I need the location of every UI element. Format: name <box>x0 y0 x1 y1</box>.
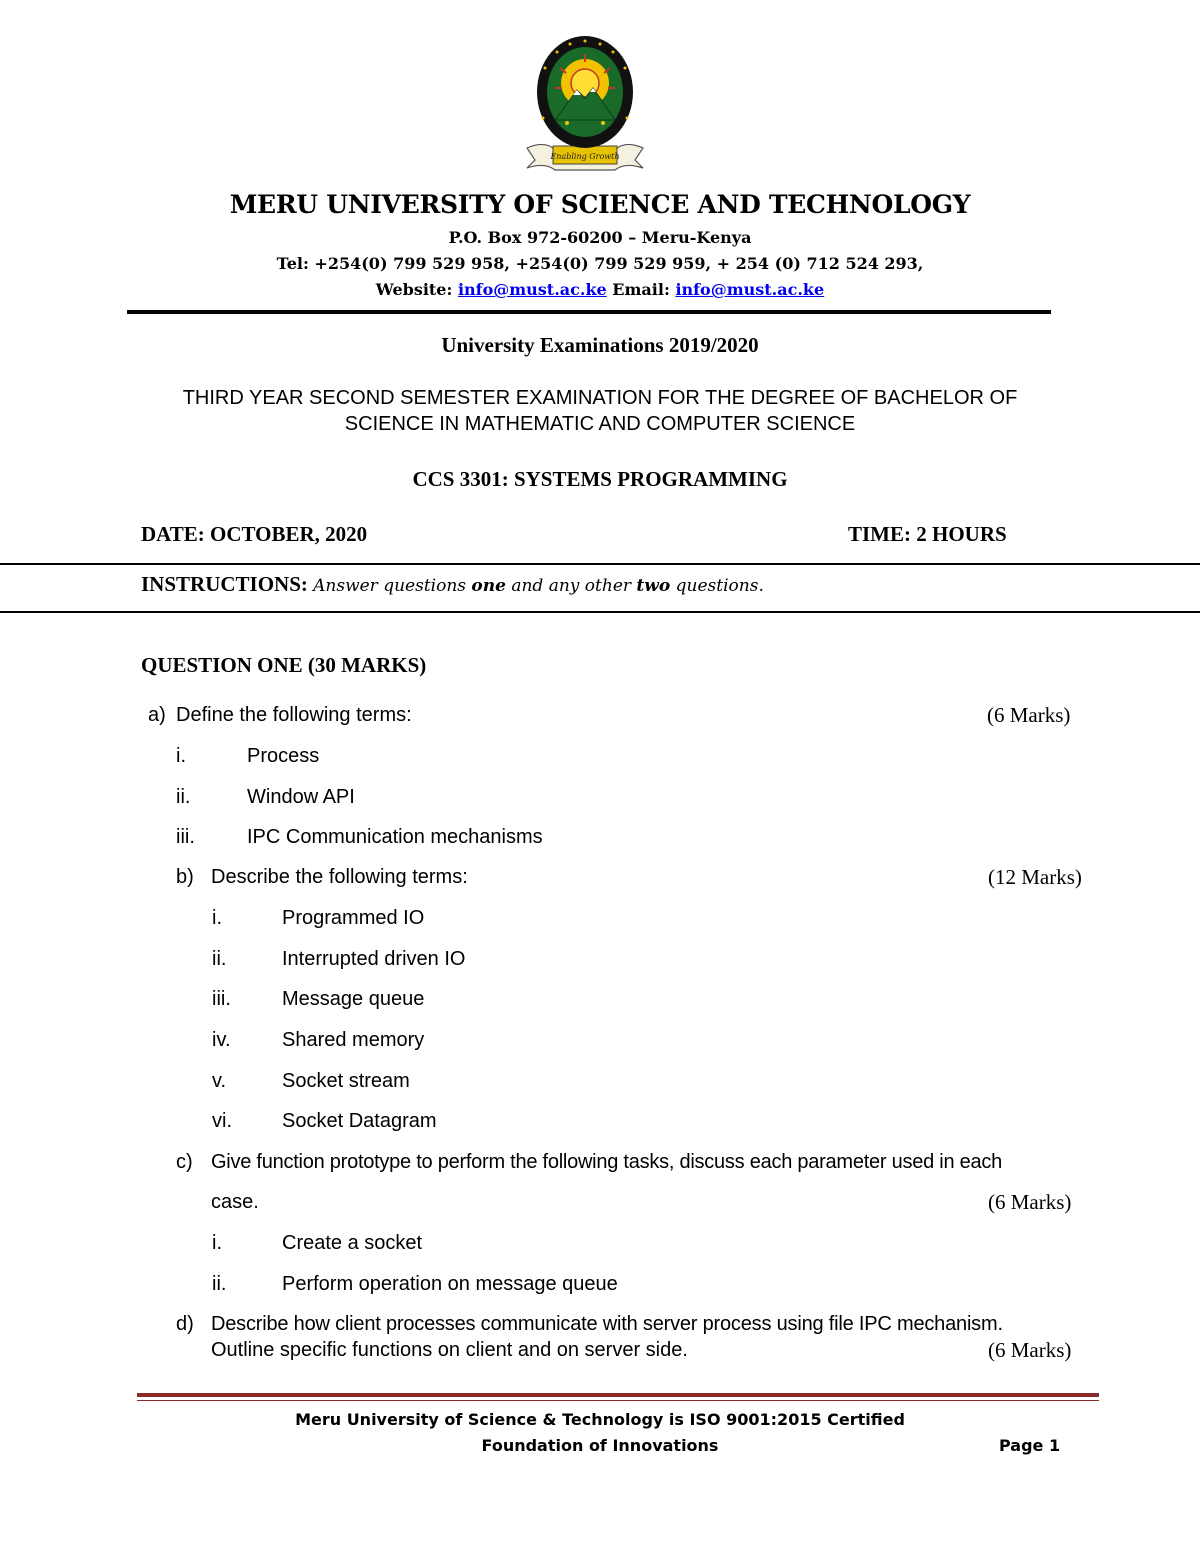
instructions <box>141 572 764 597</box>
instructions-top-rule <box>0 563 1200 565</box>
email-link[interactable]: info@must.ac.ke <box>675 280 825 299</box>
telephone-numbers: Tel: +254(0) 799 529 958, +254(0) 799 529 959, + 254 (0) 712 524 293, <box>276 254 924 273</box>
question-b-label: b) <box>176 866 194 888</box>
question-c-marks: (6 Marks) <box>988 1190 1072 1214</box>
question-a-text: Define the following terms: <box>176 704 412 726</box>
header-divider <box>127 310 1051 314</box>
question-b-marks: (12 Marks) <box>988 865 1082 889</box>
question-c-text-line2: case. <box>211 1191 259 1213</box>
email-label: Email: <box>612 280 670 299</box>
university-name: MERU UNIVERSITY OF SCIENCE AND TECHNOLOGY <box>229 190 971 219</box>
page-number: Page 1 <box>999 1436 1061 1455</box>
question-b-item-text: Message queue <box>282 988 425 1010</box>
question-a-label: a) <box>148 704 166 726</box>
course-title: CCS 3301: SYSTEMS PROGRAMMING <box>412 467 788 491</box>
question-a-item-text: Window API <box>247 786 355 808</box>
question-one-heading: QUESTION ONE (30 MARKS) <box>141 653 427 677</box>
question-a-item-num: i. <box>176 745 186 767</box>
instructions-text-e: questions. <box>670 576 764 596</box>
exam-time: TIME: 2 HOURS <box>848 522 1007 546</box>
question-c-label: c) <box>176 1151 193 1173</box>
instructions-text-b: one <box>471 576 506 596</box>
instructions-text-a: Answer questions <box>313 576 472 596</box>
question-a-item-num: iii. <box>176 826 195 848</box>
question-a-item-num: ii. <box>176 786 191 808</box>
question-a-marks: (6 Marks) <box>987 703 1071 727</box>
instructions-text-c: and any other <box>505 576 637 596</box>
question-b-item-num: iv. <box>212 1029 231 1051</box>
postal-address: P.O. Box 972-60200 – Meru-Kenya <box>448 228 752 247</box>
footer-certification: Meru University of Science & Technology is ISO 9001:2015 Certified <box>295 1410 905 1429</box>
website-label: Website: <box>375 280 453 299</box>
question-b-item-text: Programmed IO <box>282 907 425 929</box>
question-d-label: d) <box>176 1313 194 1335</box>
instructions-label: INSTRUCTIONS: <box>141 572 308 596</box>
question-b-item-text: Interrupted driven IO <box>282 948 466 970</box>
footer-motto: Foundation of Innovations <box>481 1436 719 1455</box>
exam-session: University Examinations 2019/2020 <box>441 333 759 357</box>
university-logo <box>515 28 655 174</box>
instructions-bottom-rule <box>0 611 1200 613</box>
question-c-item-num: ii. <box>212 1273 227 1295</box>
website-link[interactable]: info@must.ac.ke <box>457 280 607 299</box>
question-d-text-line2: Outline specific functions on client and on server side. <box>211 1339 688 1361</box>
exam-date: DATE: OCTOBER, 2020 <box>141 522 368 546</box>
question-b-item-text: Shared memory <box>282 1029 425 1051</box>
question-b-item-num: ii. <box>212 948 227 970</box>
instructions-text-d: two <box>636 576 671 596</box>
question-b-item-num: i. <box>212 907 222 929</box>
question-d-text-line1: Describe how client processes communicate with server process using file IPC mechanism. <box>211 1313 1003 1335</box>
question-c-item-text: Perform operation on message queue <box>282 1273 618 1295</box>
question-b-item-text: Socket stream <box>282 1070 410 1092</box>
question-b-item-num: v. <box>212 1070 227 1092</box>
question-a-item-text: Process <box>247 745 320 767</box>
question-a-item-text: IPC Communication mechanisms <box>247 826 543 848</box>
footer-rule <box>137 1393 1099 1397</box>
question-c-item-num: i. <box>212 1232 222 1254</box>
question-d-marks: (6 Marks) <box>988 1338 1072 1362</box>
question-c-text-line1: Give function prototype to perform the following tasks, discuss each parameter used in each <box>211 1151 1003 1173</box>
svg-text:Enabling Growth: Enabling Growth <box>550 152 620 161</box>
footer-rule-thin <box>137 1400 1099 1401</box>
exam-title-line2: SCIENCE IN MATHEMATIC AND COMPUTER SCIENCE <box>344 413 856 435</box>
question-b-text: Describe the following terms: <box>211 866 468 888</box>
question-b-item-num: vi. <box>212 1110 232 1132</box>
question-c-item-text: Create a socket <box>282 1232 423 1254</box>
question-b-item-text: Socket Datagram <box>282 1110 437 1132</box>
contact-line <box>0 280 1200 299</box>
question-b-item-num: iii. <box>212 988 231 1010</box>
exam-title-line1: THIRD YEAR SECOND SEMESTER EXAMINATION FOR THE DEGREE OF BACHELOR OF <box>182 387 1018 409</box>
